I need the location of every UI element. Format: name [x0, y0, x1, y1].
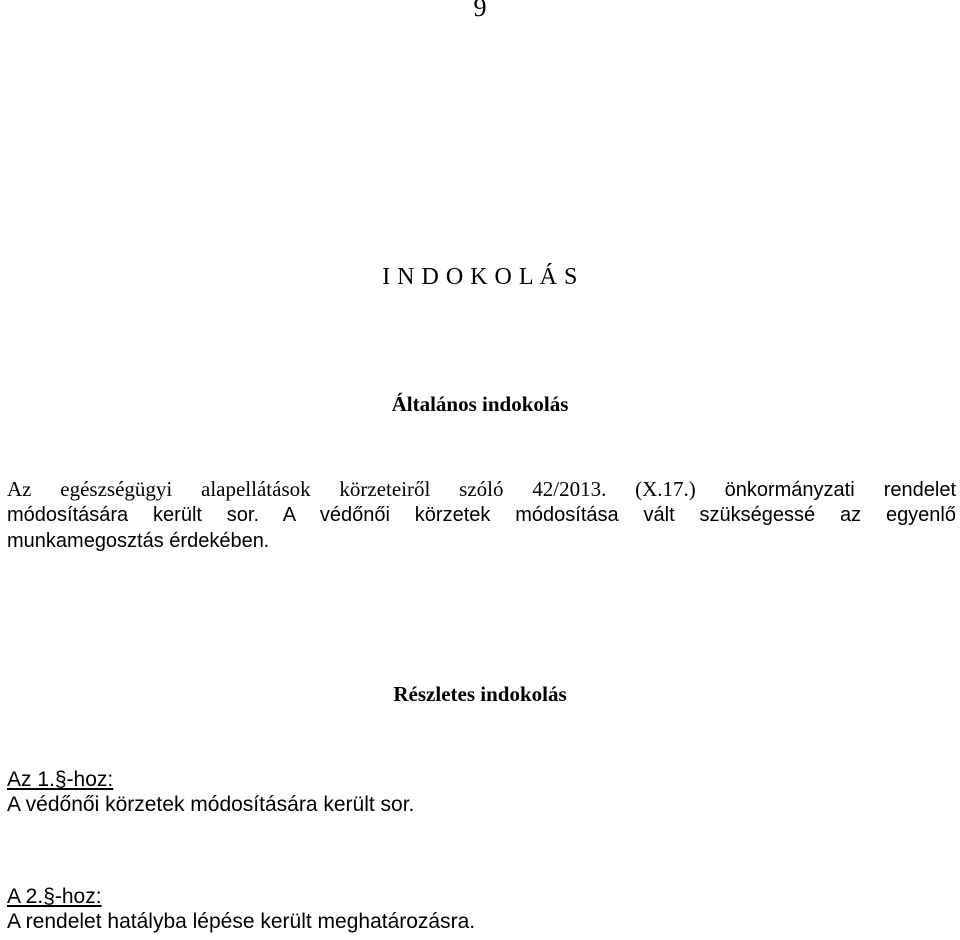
paragraph-line-1-sans: önkormányzati rendelet [724, 479, 956, 501]
section-2-label: A 2.§-hoz: [7, 885, 102, 908]
page-number: 9 [473, 0, 487, 22]
general-reasoning-paragraph [7, 476, 956, 554]
section-2-reasoning [7, 884, 475, 934]
paragraph-line-1 [7, 476, 956, 502]
detailed-reasoning-heading: Részletes indokolás [393, 682, 567, 706]
general-reasoning-heading: Általános indokolás [391, 392, 569, 416]
section-1-text: A védőnői körzetek módosítására került sor. [7, 793, 415, 816]
paragraph-line-1-serif: Az egészségügyi alapellátások körzeteiről szóló 42/2013. (X.17.) [7, 477, 696, 501]
document-title: I N D O K O L Á S [382, 264, 578, 290]
section-2-text: A rendelet hatályba lépése került meghatározásra. [7, 910, 476, 933]
paragraph-line-3-text: munkamegosztás érdekében [7, 530, 264, 552]
section-1-reasoning [7, 767, 414, 817]
paragraph-line-2: módosítására került sor. A védőnői körzetek módosítása vált szükségessé az egyenlő [7, 504, 956, 526]
paragraph-line-3 [7, 528, 956, 554]
section-1-label: Az 1.§-hoz: [7, 768, 114, 791]
paragraph-line-3-period: . [263, 530, 269, 552]
